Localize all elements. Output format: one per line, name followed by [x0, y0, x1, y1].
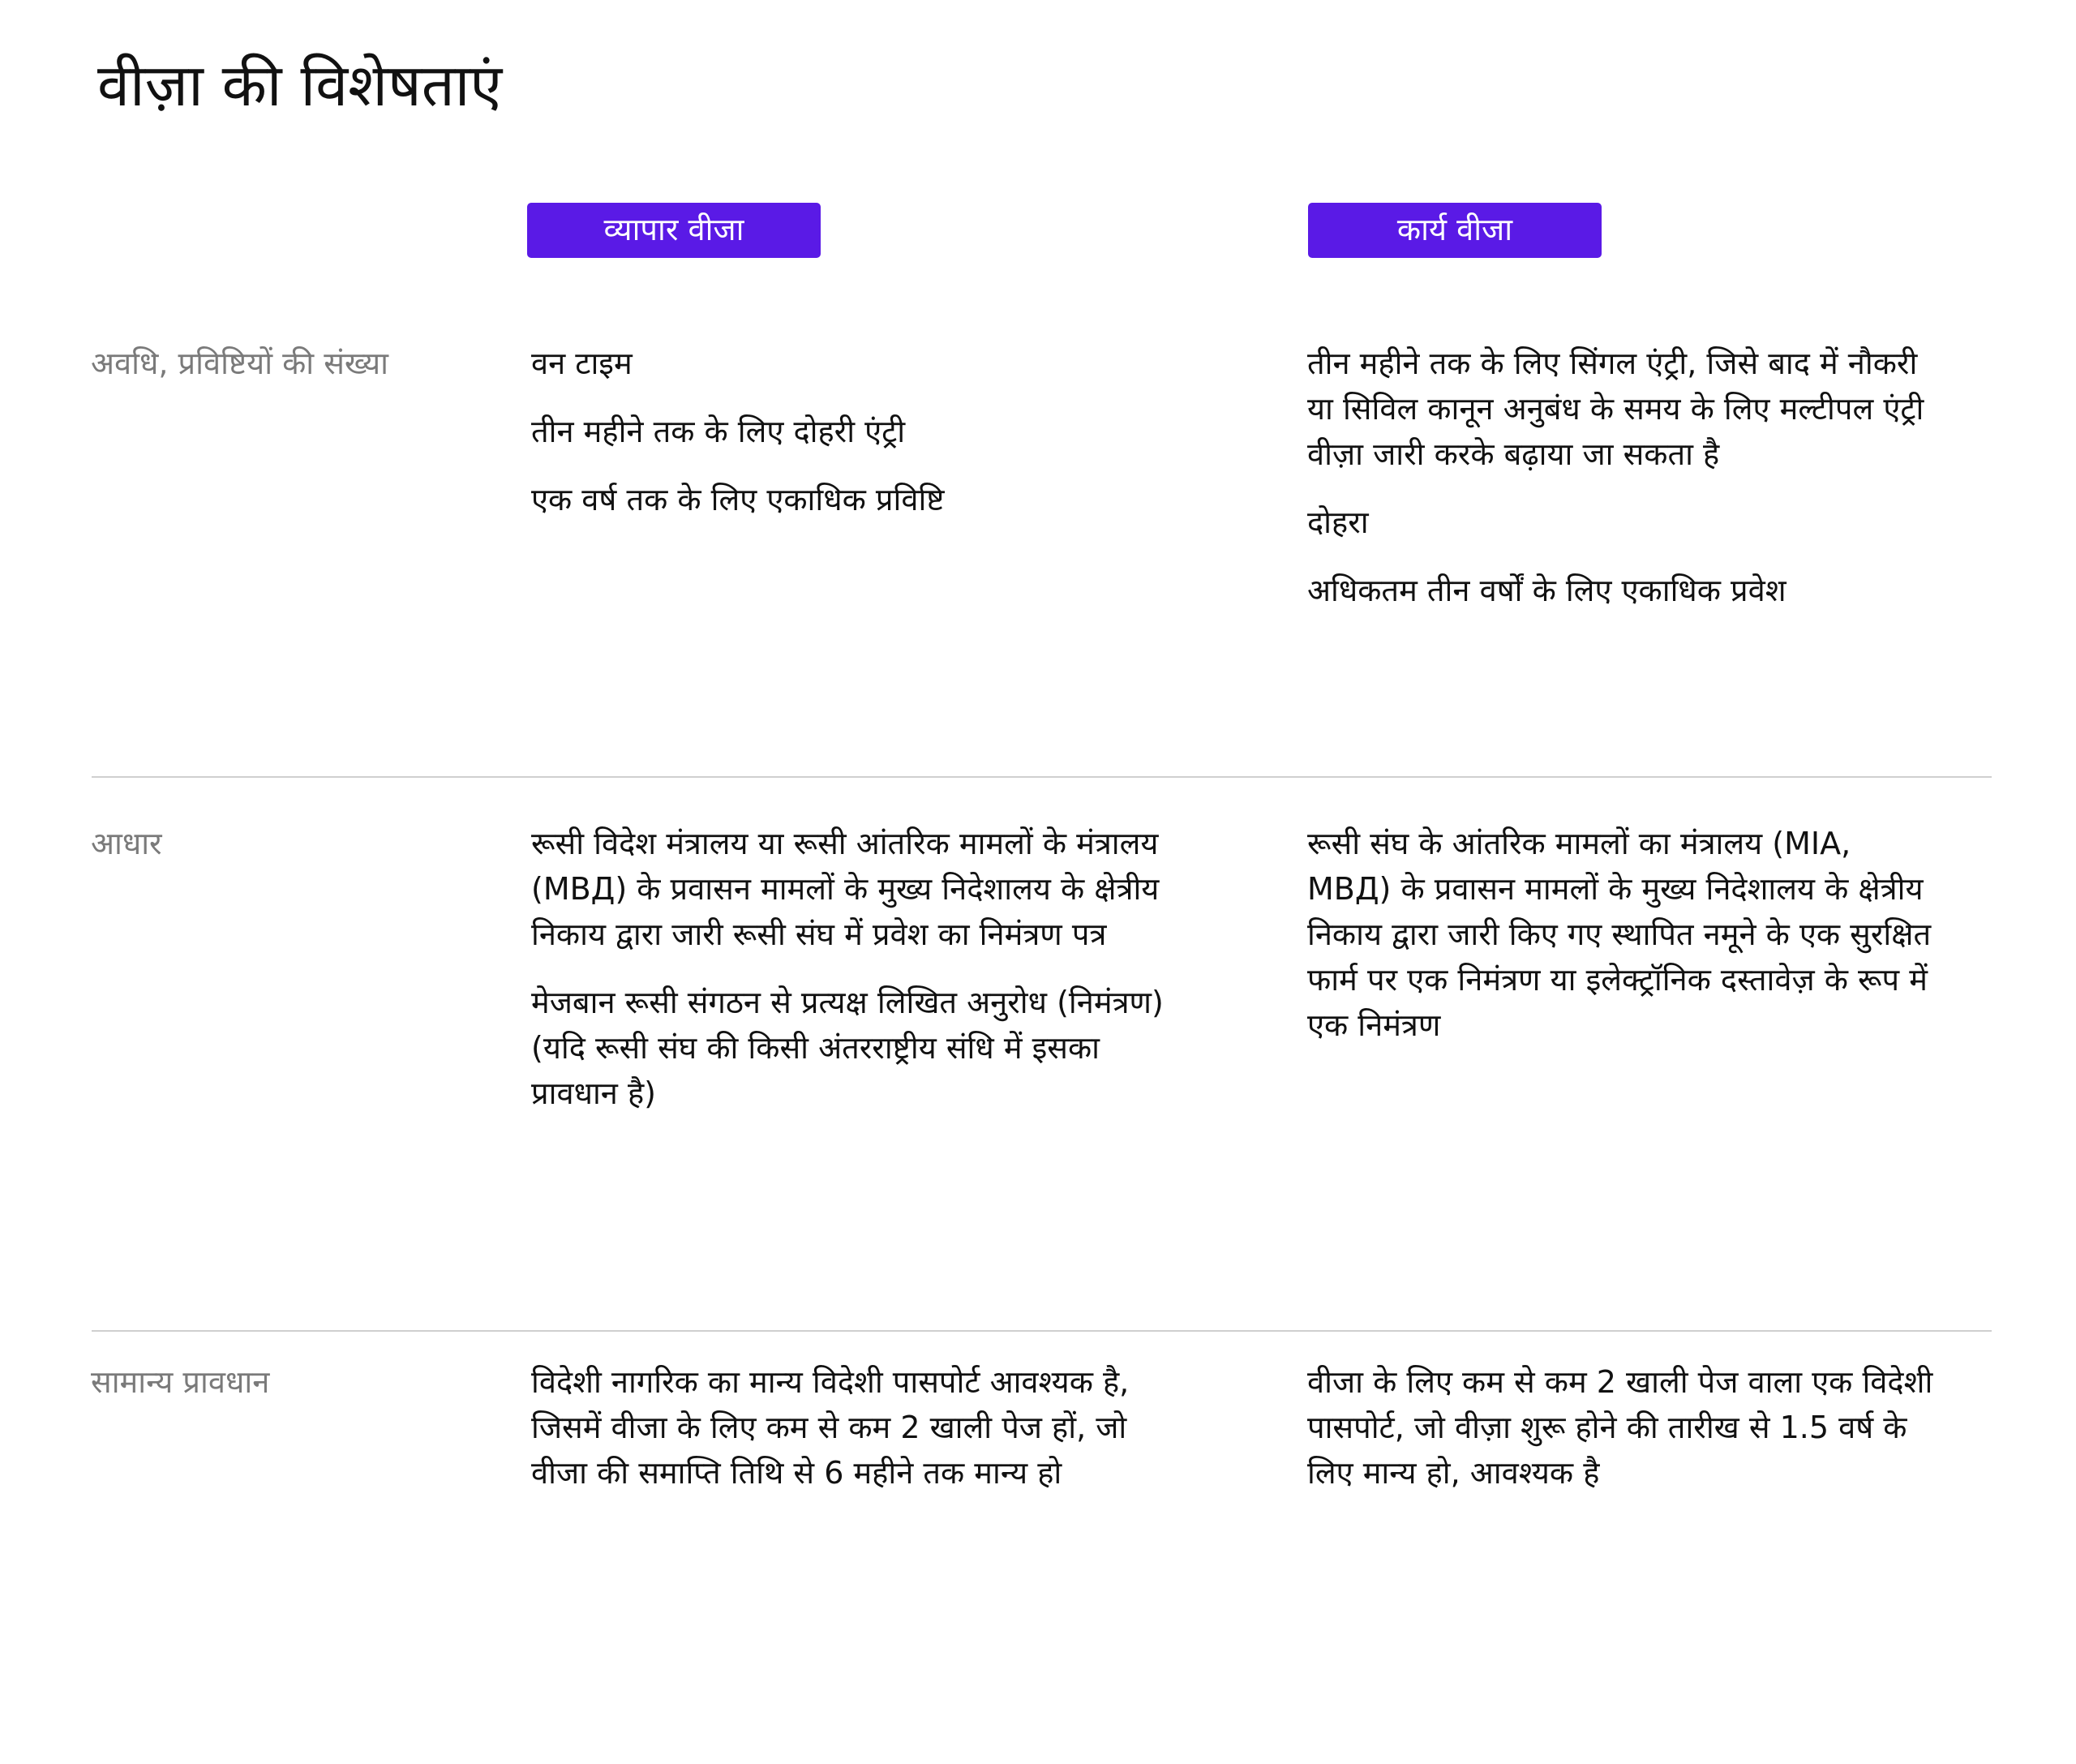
- cell-paragraph: तीन महीने तक के लिए दोहरी एंट्री: [531, 414, 906, 449]
- business-visa-cell: [531, 821, 1164, 1139]
- work-visa-cell: [1307, 1359, 1940, 1518]
- column-header-business-visa: व्यापार वीजा: [527, 203, 821, 258]
- work-visa-cell: [1307, 821, 1940, 1071]
- row-divider: [92, 1330, 1992, 1332]
- work-visa-cell: [1307, 341, 1940, 636]
- cell-paragraph: वीजा के लिए कम से कम 2 खाली पेज वाला एक विदेशी पासपोर्ट, जो वीज़ा शुरू होने की तारीख से 1.5 वर्ष के लिए मान्य हो, आवश्यक है: [1307, 1364, 1933, 1491]
- row-label: अवधि, प्रविष्टियों की संख्या: [91, 346, 389, 381]
- page-title: वीज़ा की विशेषताएं: [97, 51, 503, 119]
- business-visa-cell: [531, 341, 1164, 545]
- cell-paragraph: रूसी संघ के आंतरिक मामलों का मंत्रालय (MIA, МВД) के प्रवासन मामलों के मुख्य निदेशालय के क्षेत्रीय निकाय द्वारा जारी किए गए स्थापित नमूने के एक सुरक्षित फार्म पर एक निमंत्रण या इलेक्ट्रॉनिक दस्तावेज़ के रूप में एक निमंत्रण: [1307, 826, 1932, 1043]
- cell-paragraph: रूसी विदेश मंत्रालय या रूसी आंतरिक मामलों के मंत्रालय (МВД) के प्रवासन मामलों के मुख्य निदेशालय के क्षेत्रीय निकाय द्वारा जारी रूसी संघ में प्रवेश का निमंत्रण पत्र: [531, 826, 1160, 952]
- cell-paragraph: एक वर्ष तक के लिए एकाधिक प्रविष्टि: [531, 482, 945, 517]
- row-divider: [92, 776, 1992, 778]
- cell-paragraph: वन टाइम: [531, 346, 633, 381]
- business-visa-cell: [531, 1359, 1164, 1518]
- cell-paragraph: तीन महीने तक के लिए सिंगल एंट्री, जिसे बाद में नौकरी या सिविल कानून अनुबंध के समय के लिए मल्टीपल एंट्री वीज़ा जारी करके बढ़ाया जा सकता है: [1307, 346, 1924, 472]
- row-label: सामान्य प्रावधान: [91, 1364, 270, 1400]
- cell-paragraph: दोहरा: [1307, 504, 1369, 540]
- cell-paragraph: मेजबान रूसी संगठन से प्रत्यक्ष लिखित अनुरोध (निमंत्रण) (यदि रूसी संघ की किसी अंतरराष्ट्रीय संधि में इसका प्रावधान है): [531, 985, 1164, 1111]
- cell-paragraph: अधिकतम तीन वर्षों के लिए एकाधिक प्रवेश: [1307, 573, 1786, 608]
- column-header-work-visa: कार्य वीजा: [1308, 203, 1602, 258]
- cell-paragraph: विदेशी नागरिक का मान्य विदेशी पासपोर्ट आवश्यक है, जिसमें वीजा के लिए कम से कम 2 खाली पेज हों, जो वीजा की समाप्ति तिथि से 6 महीने तक मान्य हो: [531, 1364, 1130, 1491]
- row-label: आधार: [91, 826, 162, 861]
